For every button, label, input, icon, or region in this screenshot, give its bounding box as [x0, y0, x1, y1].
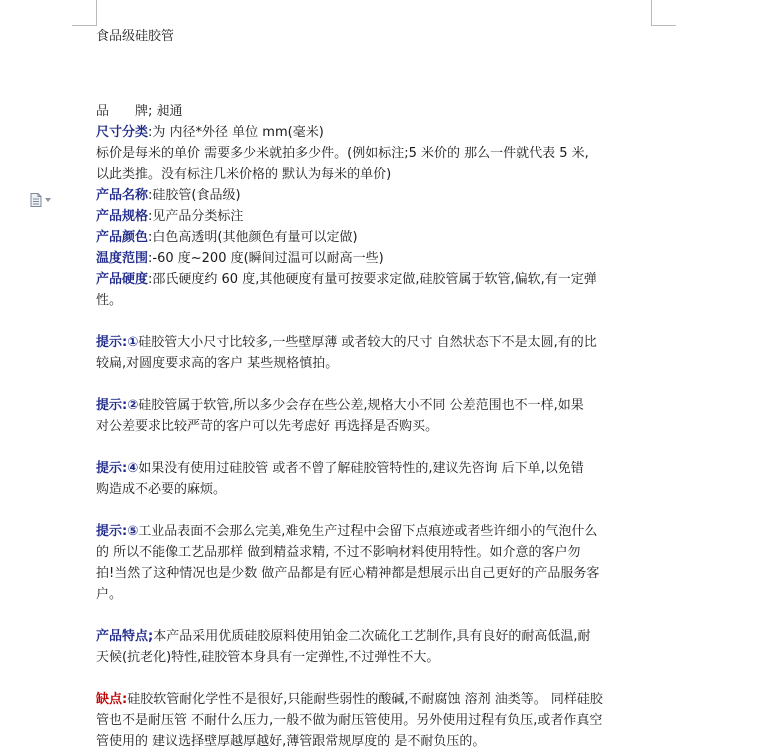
size-label: 尺寸分类	[96, 125, 149, 140]
features-line-1	[96, 626, 656, 647]
corner-mark-left-v	[96, 0, 97, 26]
spec-value: :见产品分类标注	[148, 209, 244, 224]
tip4-line-2: 购造成不必要的麻烦。	[96, 482, 227, 497]
tip2-line-1	[96, 395, 656, 416]
tip2-text: 硅胶管属于软管,所以多少会存在些公差,规格大小不同 公差范围也不一样,如果	[138, 398, 584, 413]
tip2-line-2: 对公差要求比较严苛的客户可以先考虑好 再选择是否购买。	[96, 419, 439, 434]
tip5-line-1	[96, 521, 656, 542]
name-line	[96, 185, 656, 206]
hardness-line-2: 性。	[96, 293, 123, 308]
corner-mark-left-h	[72, 25, 96, 26]
features-text: 本产品采用优质硅胶原料使用铂金二次硫化工艺制作,具有良好的耐高低温,耐	[153, 629, 591, 644]
spec-line	[96, 206, 656, 227]
spec-label: 产品规格	[96, 209, 149, 224]
tip4-text: 如果没有使用过硅胶管 或者不曾了解硅胶管特性的,建议先咨询 后下单,以免错	[138, 461, 584, 476]
size-line	[96, 122, 656, 143]
tip1-line-1	[96, 332, 656, 353]
document-icon	[30, 193, 42, 207]
tip1-line-2: 较扁,对圆度要求高的客户 某些规格慎拍。	[96, 356, 339, 371]
tip1-text: 硅胶管大小尺寸比较多,一些壁厚薄 或者较大的尺寸 自然状态下不是太圆,有的比	[138, 335, 597, 350]
corner-mark-right-v	[651, 0, 652, 26]
features-label: 产品特点;	[96, 629, 154, 644]
document-page	[96, 26, 656, 752]
header-title: 食品级硅胶管	[96, 29, 175, 44]
tip5-label: 提示:⑤	[96, 524, 139, 539]
chevron-down-icon	[45, 198, 51, 202]
paragraph-options-button[interactable]	[30, 193, 56, 207]
temp-value: :-60 度~200 度(瞬间过温可以耐高一些)	[148, 251, 384, 266]
defect-label: 缺点:	[96, 692, 128, 707]
defect-line-2: 管也不是耐压管 不耐什么压力,一般不做为耐压管使用。另外使用过程有负压,或者作真空	[96, 713, 603, 728]
tip1-label: 提示:①	[96, 335, 139, 350]
tip5-line-4: 户。	[96, 587, 123, 602]
brand-separator: ;	[148, 104, 157, 119]
tip4-label: 提示:④	[96, 461, 139, 476]
defect-line-3: 管使用的 建议选择壁厚越厚越好,薄管跟常规厚度的 是不耐负压的。	[96, 734, 486, 749]
color-value: :白色高透明(其他颜色有量可以定做)	[148, 230, 358, 245]
temp-label: 温度范围	[96, 251, 149, 266]
tip4-line-1	[96, 458, 656, 479]
name-label: 产品名称	[96, 188, 149, 203]
temp-line	[96, 248, 656, 269]
price-line-1: 标价是每米的单价 需要多少米就拍多少件。(例如标注;5 米价的 那么一件就代表 5 米,	[96, 146, 589, 161]
defect-line-1	[96, 689, 656, 710]
defect-text: 硅胶软管耐化学性不是很好,只能耐些弱性的酸碱,不耐腐蚀 溶剂 油类等。 同样硅胶	[127, 692, 603, 707]
size-value: :为 内径*外径 单位 mm(毫米)	[148, 125, 324, 140]
tip5-line-3: 拍!当然了这种情况也是少数 做产品都是有匠心精神都是想展示出自己更好的产品服务客	[96, 566, 600, 581]
hardness-label: 产品硬度	[96, 272, 149, 287]
hardness-line-1	[96, 269, 656, 290]
color-line	[96, 227, 656, 248]
brand-label: 品 牌	[96, 104, 149, 119]
hardness-value: :邵氏硬度约 60 度,其他硬度有量可按要求定做,硅胶管属于软管,偏软,有一定弹	[148, 272, 597, 287]
features-line-2: 天候(抗老化)特性,硅胶管本身具有一定弹性,不过弹性不大。	[96, 650, 440, 665]
name-value: :硅胶管(食品级)	[148, 188, 241, 203]
brand-value: 昶通	[156, 104, 183, 119]
tip5-line-2: 的 所以不能像工艺品那样 做到精益求精, 不过不影响材料使用特性。如介意的客户勿	[96, 545, 581, 560]
color-label: 产品颜色	[96, 230, 149, 245]
tip2-label: 提示:②	[96, 398, 139, 413]
tip5-text: 工业品表面不会那么完美,难免生产过程中会留下点痕迹或者些许细小的气泡什么	[138, 524, 598, 539]
price-line-2: 以此类推。没有标注几米价格的 默认为每米的单价)	[96, 167, 392, 182]
brand-line	[96, 101, 656, 122]
